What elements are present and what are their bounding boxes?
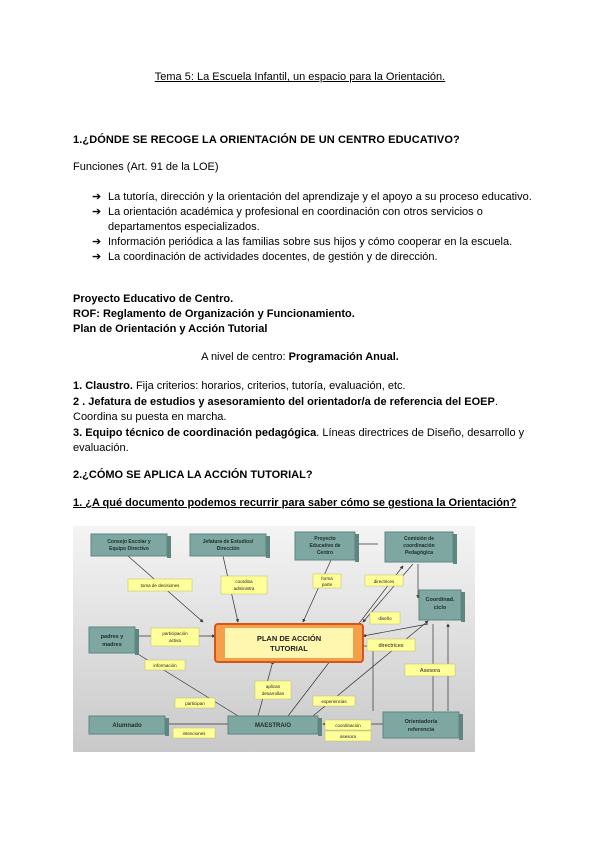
box-orientador — [383, 712, 463, 740]
arrow-icon: ➔ — [92, 191, 102, 203]
svg-text:administra: administra — [233, 586, 255, 591]
arrow-icon: ➔ — [92, 251, 102, 263]
svg-text:Alumnado: Alumnado — [112, 723, 142, 729]
svg-text:aplican: aplican — [265, 684, 281, 689]
svg-text:coordinación: coordinación — [403, 543, 435, 549]
svg-text:Jefatura de Estudios/: Jefatura de Estudios/ — [202, 539, 254, 545]
svg-text:asesora: asesora — [339, 734, 357, 739]
svg-text:ciclo: ciclo — [433, 605, 447, 611]
organos-block — [73, 379, 533, 456]
funcion-item: ➔ La orientación académica y profesional en coordinación con otros servicios o departamentos especializados. — [92, 206, 483, 233]
jefatura-line: 2 . Jefatura de estudios y asesoramiento del orientador/a de referencia del EOEP. Coordina su puesta en marcha. — [73, 396, 498, 423]
funcion-item: ➔ Información periódica a las familias sobre sus hijos y cómo cooperar en la escuela. — [92, 236, 513, 248]
svg-text:referencia: referencia — [407, 727, 435, 733]
label-coordinacion — [325, 720, 371, 730]
label-diseño — [370, 612, 400, 624]
label-participacion — [151, 628, 199, 646]
svg-text:información: información — [153, 663, 177, 668]
label-intenciones — [173, 728, 215, 738]
center-plan-accion-tutorial — [215, 624, 363, 662]
svg-text:Asesora: Asesora — [419, 668, 441, 674]
doc-rof: ROF: Reglamento de Organización y Funcionamiento. — [73, 308, 355, 320]
svg-text:coordina: coordina — [235, 579, 253, 584]
nivel-centro — [0, 351, 600, 363]
svg-text:MAESTRA/O: MAESTRA/O — [255, 723, 291, 729]
svg-text:forma: forma — [321, 576, 333, 581]
svg-text:padres y: padres y — [100, 634, 124, 640]
svg-text:activa: activa — [169, 638, 181, 643]
label-directrices-right — [367, 639, 415, 651]
label-coordina-administra — [221, 576, 267, 594]
label-experiencias — [313, 696, 355, 706]
svg-text:directrices: directrices — [378, 643, 404, 649]
arrow-icon: ➔ — [92, 206, 102, 218]
label-informacion — [145, 660, 185, 670]
funcion-item: ➔ La coordinación de actividades docentes, de gestión y de dirección. — [92, 251, 438, 263]
claustro-line: 1. Claustro. Fija criterios: horarios, criterios, tutoría, evaluación, etc. — [73, 380, 406, 392]
label-participan — [175, 698, 215, 708]
svg-text:madres: madres — [102, 642, 122, 648]
box-coordinad — [419, 590, 465, 622]
doc-proyecto-educativo: Proyecto Educativo de Centro. — [73, 293, 234, 305]
label-directrices-top — [365, 575, 403, 586]
svg-text:desarrollan: desarrollan — [261, 691, 285, 696]
svg-text:Consejo Escolar y: Consejo Escolar y — [107, 539, 151, 545]
svg-text:diseño: diseño — [378, 616, 392, 621]
svg-text:Comisión de: Comisión de — [403, 536, 435, 542]
nivel-centro-prefix: A nivel de centro: — [201, 351, 289, 363]
equipo-line: 3. Equipo técnico de coordinación pedagógica. Líneas directrices de Diseño, desarrollo y evaluación. — [73, 427, 525, 454]
doc-plan-orientacion: Plan de Orientación y Acción Tutorial — [73, 323, 268, 335]
label-aplican-desarrollan — [255, 681, 291, 699]
section2-heading: 2.¿CÓMO SE APLICA LA ACCIÓN TUTORIAL? — [73, 469, 313, 481]
svg-text:intenciones: intenciones — [182, 731, 206, 736]
box-padres — [89, 627, 139, 655]
svg-text:Educativo de: Educativo de — [309, 543, 341, 549]
svg-text:coordinación: coordinación — [335, 723, 361, 728]
svg-text:Coordinad.: Coordinad. — [425, 597, 455, 603]
svg-text:Proyecto: Proyecto — [314, 536, 336, 542]
box-comision — [385, 532, 457, 564]
svg-text:parte: parte — [321, 582, 333, 587]
svg-text:experiencias: experiencias — [321, 699, 347, 704]
svg-text:TUTORIAL: TUTORIAL — [270, 644, 308, 653]
box-alumnado — [89, 716, 169, 736]
box-consejo — [91, 534, 171, 558]
svg-text:participación: participación — [162, 631, 188, 636]
page-title: Tema 5: La Escuela Infantil, un espacio para la Orientación. — [154, 71, 446, 83]
plan-accion-tutorial-diagram — [73, 526, 475, 752]
svg-text:directrices: directrices — [373, 579, 395, 584]
funciones-list — [92, 190, 532, 265]
nivel-centro-bold: Programación Anual. — [288, 351, 399, 363]
label-forma-parte — [313, 574, 341, 588]
question-1: 1. ¿A qué documento podemos recurrir para saber cómo se gestiona la Orientación? — [73, 497, 517, 509]
section1-heading: 1.¿DÓNDE SE RECOGE LA ORIENTACIÓN DE UN CENTRO EDUCATIVO? — [73, 134, 460, 146]
box-maestro — [228, 716, 322, 736]
svg-text:Dirección: Dirección — [216, 546, 240, 552]
svg-text:Pedagógica: Pedagógica — [404, 550, 434, 556]
label-toma-decisiones — [128, 579, 192, 591]
arrow-icon: ➔ — [92, 236, 102, 248]
funciones-label: Funciones (Art. 91 de la LOE) — [73, 161, 219, 173]
funcion-item: ➔ La tutoría, dirección y la orientación del aprendizaje y el apoyo a su proceso educativo. — [92, 191, 532, 203]
box-proyecto — [295, 532, 359, 562]
svg-text:Centro: Centro — [316, 550, 334, 556]
box-jefatura — [190, 534, 270, 558]
svg-text:PLAN DE ACCIÓN: PLAN DE ACCIÓN — [256, 634, 322, 643]
label-asesora-bottom — [325, 731, 371, 741]
svg-text:Orientador/a: Orientador/a — [404, 719, 438, 725]
svg-text:participan: participan — [185, 701, 205, 706]
svg-text:Equipo Directivo: Equipo Directivo — [109, 546, 149, 552]
svg-text:toma de decisiones: toma de decisiones — [140, 583, 180, 588]
label-asesora — [405, 664, 455, 676]
